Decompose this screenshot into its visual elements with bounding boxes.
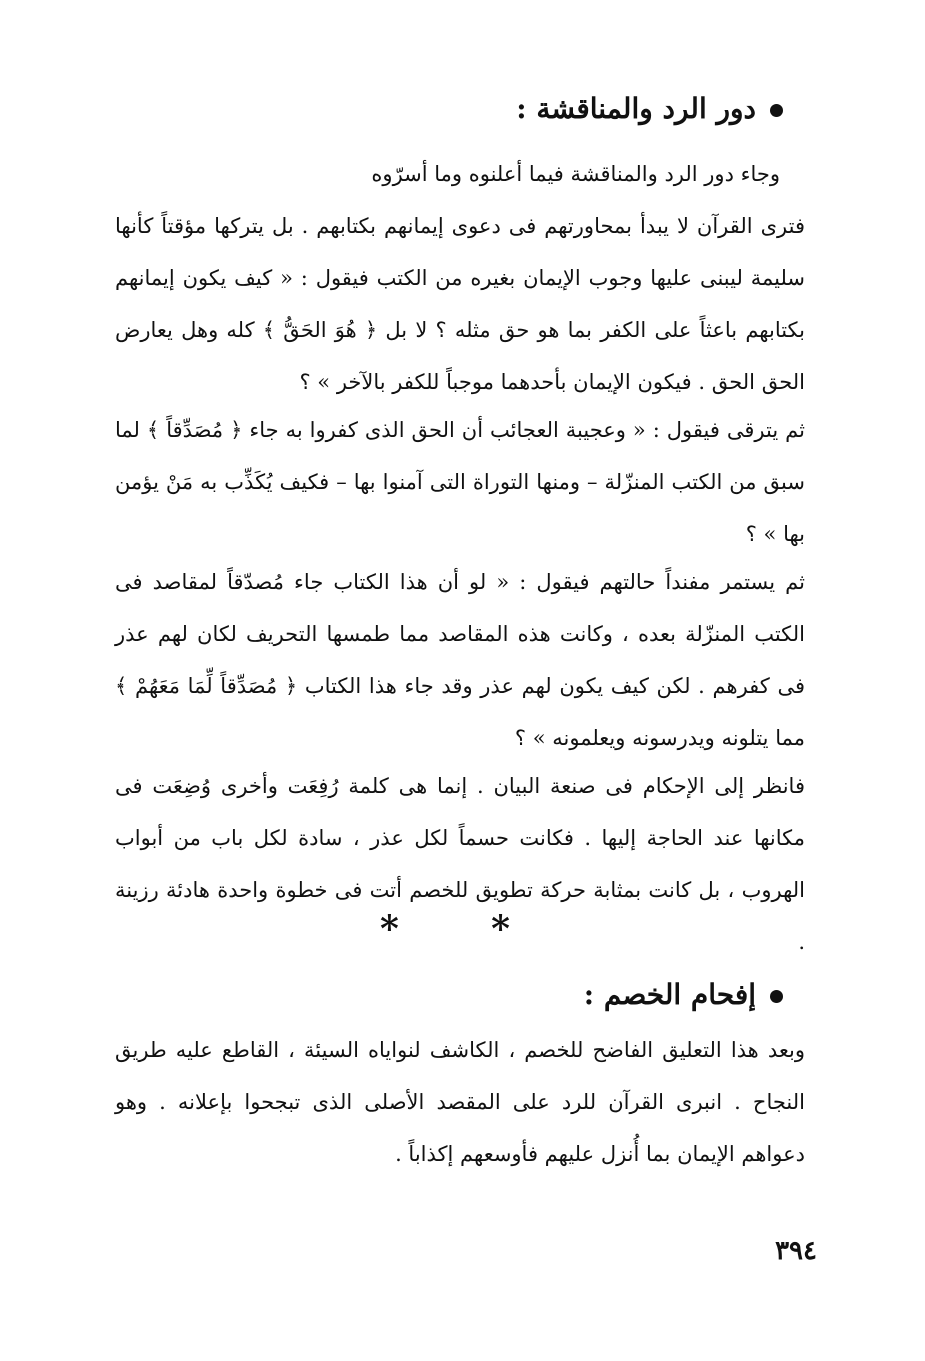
bullet-icon	[770, 990, 783, 1003]
star-icon: *	[380, 908, 399, 950]
section-heading-text: إفحام الخصم :	[583, 978, 756, 1011]
paragraph-4: فانظر إلى الإحكام فى صنعة البيان . إنما هى كلمة رُفِعَت وأخرى وُضِعَت فى مكانها عند الحاجة إليها . فكانت حسماً لكل عذر ، سادة لكل باب من أبواب الهروب ، بل كانت بمثابة حركة تطويق للخصم أتت فى خطوة واحدة هادئة رزينة .	[115, 774, 805, 954]
paragraph-2: ثم يترقى فيقول : « وعجيبة العجائب أن الحق الذى كفروا به جاء ﴿ مُصَدِّقاً ﴾ لما سبق من الكتب المنزّلة – ومنها التوراة التى آمنوا بها – فكيف يُكَذِّب به مَنْ يؤمن بها » ؟	[115, 418, 805, 546]
section-heading-refutation	[584, 978, 783, 1011]
paragraph-1: فترى القرآن لا يبدأ بمحاورتهم فى دعوى إيمانهم بكتابهم . بل يتركها مؤقتاً كأنها سليمة ليبنى عليها وجوب الإيمان بغيره من الكتب فيقول : « كيف يكون إيمانهم بكتابهم باعثاً على الكفر بما هو حق مثله ؟ لا بل ﴿ هُوَ الحَقُّ ﴾ كله وهل يعارض الحق الحق . فيكون الإيمان بأحدهما موجباً للكفر بالآخر » ؟	[115, 214, 805, 394]
section-heading-debate	[516, 92, 783, 125]
page-number: ٣٩٤	[775, 1236, 817, 1266]
star-icon: *	[491, 908, 510, 950]
paragraph-3: ثم يستمر مفنداً حالتهم فيقول : « لو أن هذا الكتاب جاء مُصدّقاً لمقاصد فى الكتب المنزّلة بعده ، وكانت هذه المقاصد مما طمسها التحريف لكان لهم عذر فى كفرهم . لكن كيف يكون لهم عذر وقد جاء هذا الكتاب ﴿ مُصَدِّقاً لِّمَا مَعَهُمْ ﴾ مما يتلونه ويدرسونه ويعلمونه » ؟	[115, 570, 805, 750]
section-heading-text: دور الرد والمناقشة :	[516, 92, 756, 125]
bullet-icon	[770, 104, 783, 117]
paragraph-5: وبعد هذا التعليق الفاضح للخصم ، الكاشف لنواياه السيئة ، القاطع عليه طريق النجاح . انبرى القرآن للرد على المقصد الأصلى الذى تبجحوا بإعلانه . وهو دعواهم الإيمان بما أُنزل عليهم فأوسعهم إكذاباً .	[115, 1038, 805, 1166]
intro-line: وجاء دور الرد والمناقشة فيما أعلنوه وما أسرّوه	[371, 162, 780, 186]
section-separator	[380, 908, 510, 950]
